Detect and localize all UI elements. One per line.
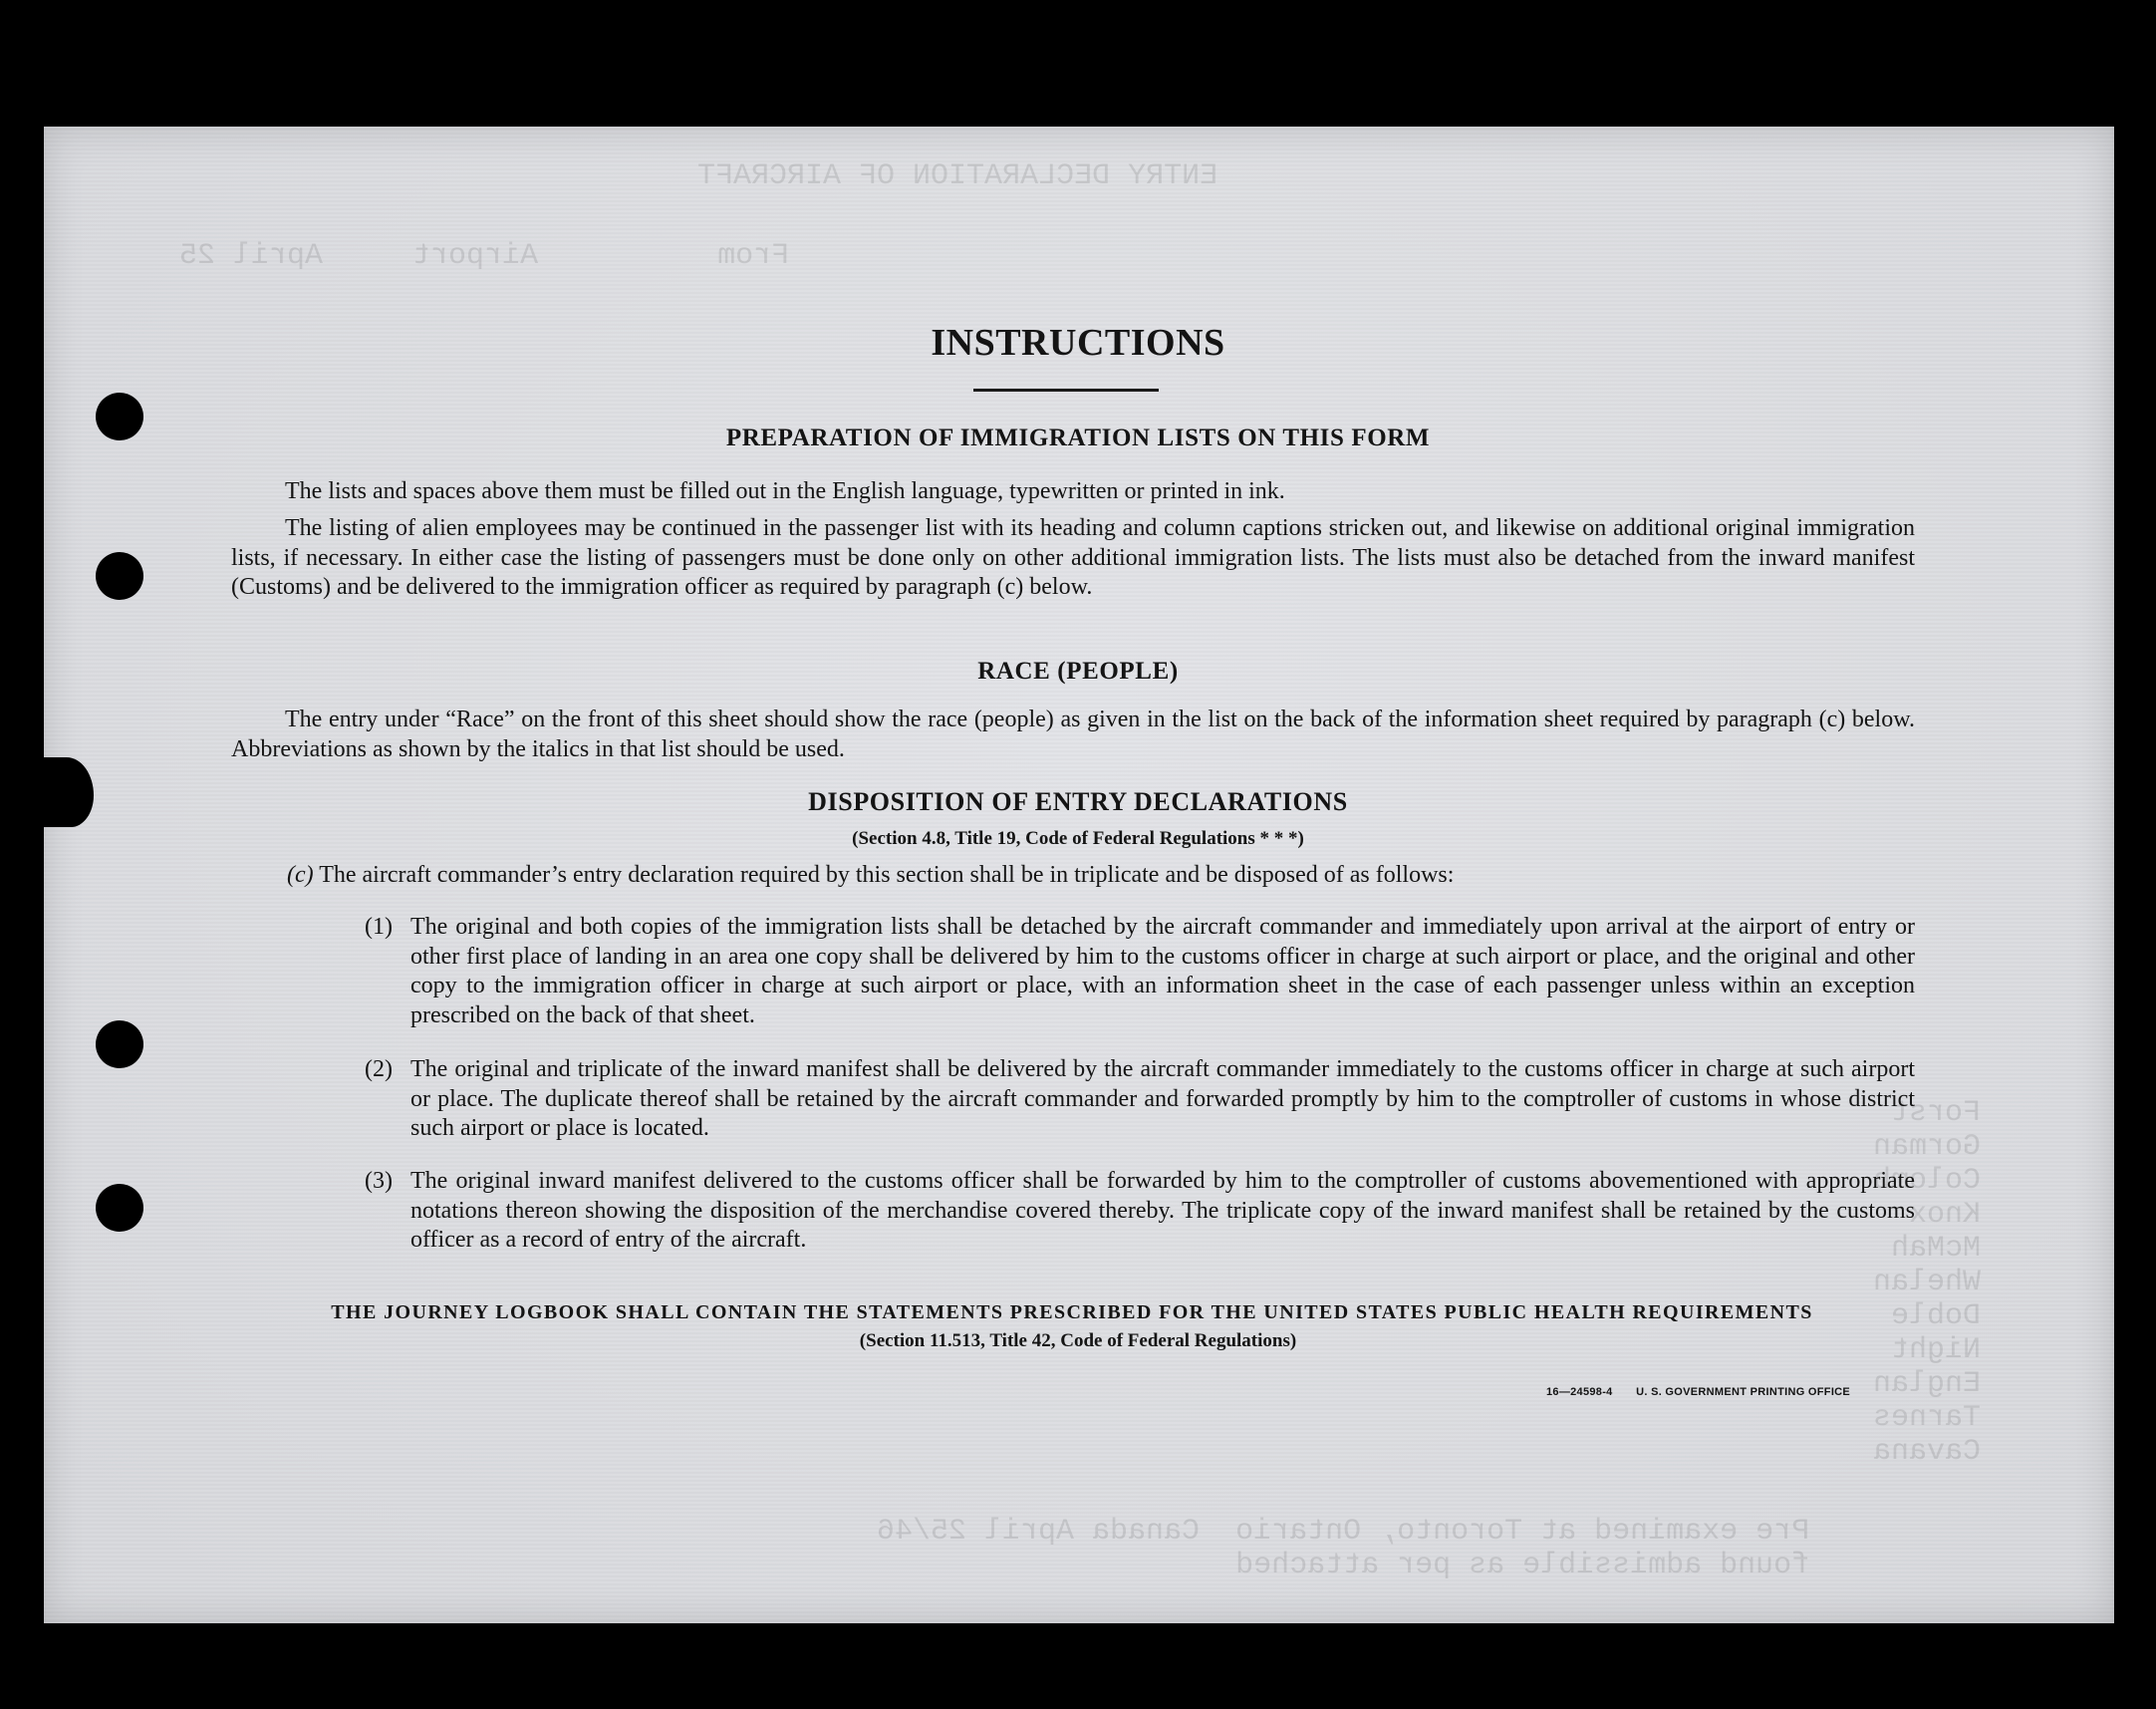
paragraph-text: The entry under “Race” on the front of this sheet should show the race (people) as given in the list on the back of the information sheet required by paragraph (c) below. Abbreviations as shown by the italics in that list should be used. (231, 707, 1915, 762)
paragraph-lists-english (231, 477, 1915, 507)
paragraph-alien-employees (231, 514, 1915, 603)
title-underline (973, 389, 1159, 392)
bleed-through: Forst Gorman Colomb Knox McMah Whelan Doble Night Englan Tarnes Cavana (1873, 1096, 1982, 1469)
list-item (365, 1055, 1915, 1144)
punch-hole (96, 1020, 143, 1068)
item-number: (2) (365, 1056, 393, 1082)
public-health-statement: THE JOURNEY LOGBOOK SHALL CONTAIN THE STATEMENTS PRESCRIBED FOR THE UNITED STATES PUBLIC HEALTH REQUIREMENTS (331, 1301, 1813, 1323)
bleed-through: Pre examined at Toronto, Ontario Canada April 25/46 found admissible as per attached (877, 1515, 1810, 1582)
section-heading-preparation: PREPARATION OF IMMIGRATION LISTS ON THIS FORM (725, 425, 1431, 451)
paragraph-text: The lists and spaces above them must be filled out in the English language, typewritten or printed in ink. (285, 478, 1285, 504)
list-item (365, 1167, 1915, 1256)
item-number: (3) (365, 1168, 393, 1194)
paragraph-c-intro (287, 861, 1921, 891)
section-heading-race: RACE (PEOPLE) (977, 658, 1179, 685)
item-text: The original and both copies of the immigration lists shall be detached by the aircraft commander and immediately upon arrival at the airport of entry or other first place of landing in an area one copy shall be delivered by him to the customs officer in charge at such airport or place, and the original and other copy to the immigration officer in charge at such airport or place, with an information sheet in the case of each passenger unless within an exception prescribed on the back of that sheet. (410, 914, 1915, 1028)
public-health-citation: (Section 11.513, Title 42, Code of Federal Regulations) (859, 1330, 1297, 1351)
section-heading-disposition: DISPOSITION OF ENTRY DECLARATIONS (808, 787, 1348, 816)
punch-hole (96, 1184, 143, 1232)
intro-label: (c) (287, 862, 314, 888)
item-text: The original and triplicate of the inward manifest shall be delivered by the aircraft commander immediately to the customs officer in charge at such airport or place. The duplicate thereof shall be retained by the aircraft commander and forwarded promptly by him to the comptroller of customs in whose district such airport or place is located. (410, 1056, 1915, 1141)
bleed-through: ENTRY DECLARATION OF AIRCRAFT (697, 159, 1218, 193)
bleed-through: From Airport April 25 (179, 239, 790, 273)
printer-imprint (1546, 1386, 1850, 1398)
item-text: The original inward manifest delivered to the customs officer shall be forwarded by him to the comptroller of customs abovementioned with appropriate notations thereon showing the disposition of the merchandise covered thereby. The triplicate copy of the inward manifest shall be retained by the customs officer as a record of entry of the aircraft. (410, 1168, 1915, 1253)
list-item (365, 913, 1915, 1030)
form-number: 16—24598‑4 (1546, 1386, 1613, 1398)
page-title: INSTRUCTIONS (931, 322, 1225, 364)
disposition-citation: (Section 4.8, Title 19, Code of Federal Regulations * * *) (852, 828, 1304, 849)
intro-text: The aircraft commander’s entry declaration required by this section shall be in triplicate and be disposed of as follows: (319, 862, 1455, 888)
punch-hole (96, 552, 143, 600)
item-number: (1) (365, 914, 393, 940)
paragraph-text: The listing of alien employees may be continued in the passenger list with its heading and column captions stricken out, and likewise on additional original immigration lists, if necessary. In either case the listing of passengers must be done only on other additional immigration lists. The lists must also be detached from the inward manifest (Customs) and be delivered to the immigration officer as required by paragraph (c) below. (231, 515, 1915, 600)
printer-name: U. S. GOVERNMENT PRINTING OFFICE (1636, 1386, 1851, 1398)
paragraph-race (231, 706, 1915, 764)
